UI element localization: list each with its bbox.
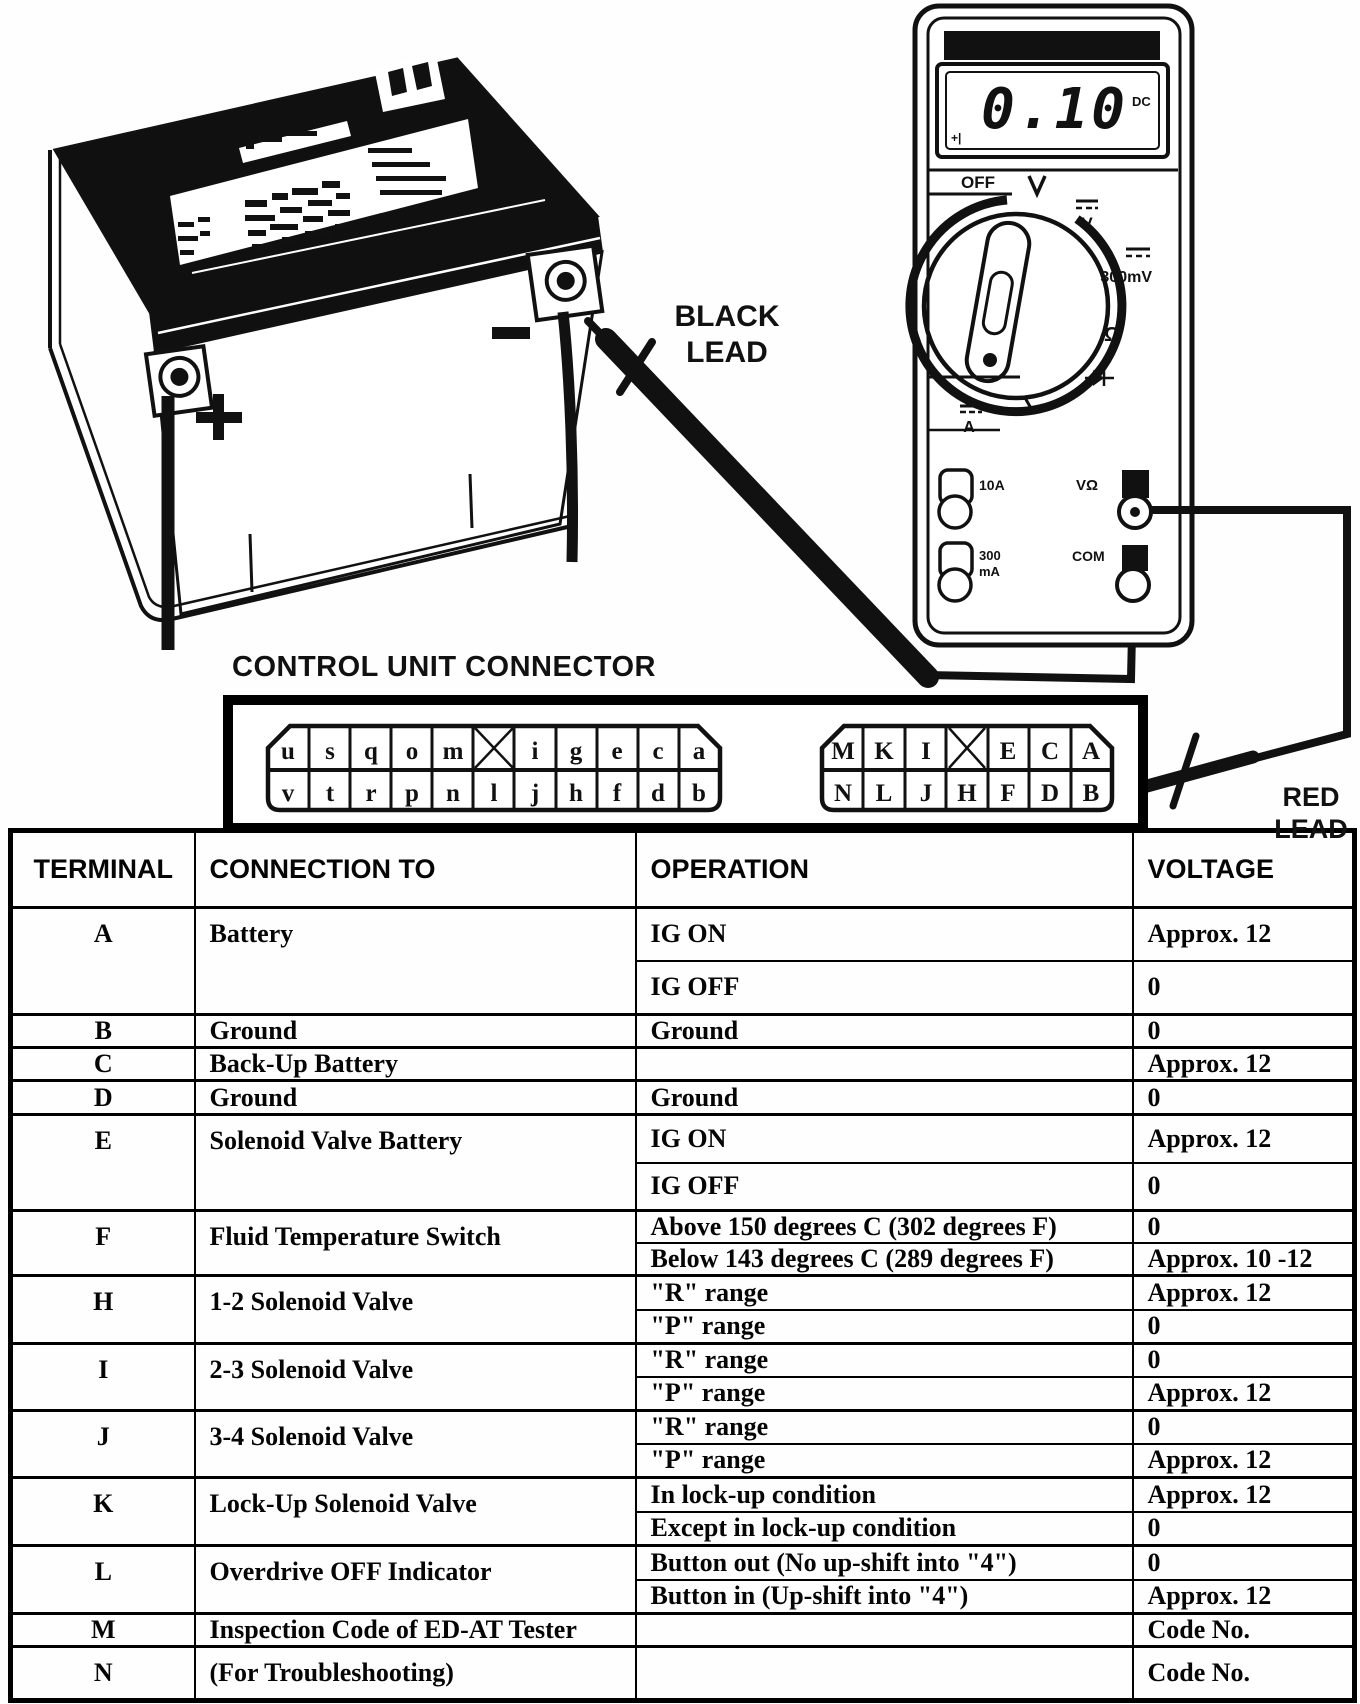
pin-cell: h	[569, 780, 583, 807]
pin-cell: p	[405, 780, 419, 807]
pin-cell: b	[692, 780, 706, 807]
table-row	[11, 1276, 1355, 1310]
pin-cell: r	[365, 780, 377, 807]
operation-cell: Except in lock-up condition	[636, 1512, 1133, 1546]
pin-cell: F	[1000, 780, 1016, 807]
connection-cell: 1-2 Solenoid Valve	[195, 1276, 636, 1344]
jack-300ma-label-line2: mA	[979, 564, 1000, 579]
connection-cell: (For Troubleshooting)	[195, 1647, 636, 1701]
jack-10a-label: 10A	[979, 477, 1005, 493]
terminal-cell: N	[11, 1647, 195, 1701]
lcd-display	[937, 64, 1168, 157]
voltage-cell: Approx. 12	[1133, 908, 1355, 961]
red-lead-label-line1: RED	[1282, 782, 1340, 812]
column-header-voltage: VOLTAGE	[1133, 831, 1355, 908]
connection-cell: Overdrive OFF Indicator	[195, 1546, 636, 1614]
operation-cell: Below 143 degrees C (289 degrees F)	[636, 1243, 1133, 1276]
table-row	[11, 1344, 1355, 1377]
pin-cell: c	[652, 738, 664, 765]
minus-symbol	[492, 327, 530, 339]
terminal-cell: M	[11, 1614, 195, 1647]
column-header-connection: CONNECTION TO	[195, 831, 636, 908]
pin-cell: q	[364, 738, 378, 765]
pin-cell: C	[1040, 738, 1060, 765]
brand-logo: FLUKE	[950, 36, 1025, 59]
terminal-cell: L	[11, 1546, 195, 1614]
pin-cell: g	[569, 738, 583, 765]
connection-cell: Ground	[195, 1081, 636, 1115]
terminal-cell: I	[11, 1344, 195, 1411]
display-unit: DC	[1132, 94, 1151, 109]
table-row	[11, 908, 1355, 961]
voltage-cell: 0	[1133, 1081, 1355, 1115]
connection-cell: Back-Up Battery	[195, 1048, 636, 1081]
operation-cell: IG OFF	[636, 961, 1133, 1015]
operation-cell: Button in (Up-shift into "4")	[636, 1580, 1133, 1614]
operation-cell: IG ON	[636, 1115, 1133, 1163]
connector-diagram	[228, 700, 1143, 828]
jack-300ma	[939, 543, 972, 601]
operation-cell: "P" range	[636, 1310, 1133, 1344]
test-setup-illustration	[0, 0, 1360, 844]
dial-300mv-label: 300mV	[1100, 269, 1152, 286]
operation-cell: Ground	[636, 1015, 1133, 1048]
terminal-cell: E	[11, 1115, 195, 1211]
black-lead-label-line2: LEAD	[686, 336, 768, 369]
jack-300ma-label-line1: 300	[979, 548, 1001, 563]
voltage-cell: Approx. 12	[1133, 1580, 1355, 1614]
voltage-cell: 0	[1133, 1546, 1355, 1580]
pin-cell: o	[405, 738, 419, 765]
table-row	[11, 1647, 1355, 1701]
dial-ohms-label: Ω	[1103, 324, 1121, 346]
voltage-cell: Approx. 10 -12	[1133, 1243, 1355, 1276]
connector-title: CONTROL UNIT CONNECTOR	[232, 651, 656, 683]
voltage-cell: 0	[1133, 1344, 1355, 1377]
connector-left-block	[268, 726, 720, 810]
column-header-terminal: TERMINAL	[11, 831, 195, 908]
column-header-operation: OPERATION	[636, 831, 1133, 908]
wiring-diagram	[0, 0, 1360, 844]
voltage-cell: 0	[1133, 1015, 1355, 1048]
jack-volt-ohm-label: VΩ	[1076, 477, 1099, 494]
pin-cell: D	[1040, 780, 1060, 807]
negative-terminal	[528, 246, 603, 321]
voltage-cell: Approx. 12	[1133, 1276, 1355, 1310]
table-row	[11, 1478, 1355, 1512]
operation-cell: Button out (No up-shift into "4")	[636, 1546, 1133, 1580]
table-row	[11, 1015, 1355, 1048]
operation-cell: "P" range	[636, 1444, 1133, 1478]
pin-cell: d	[651, 780, 665, 807]
terminal-cell: C	[11, 1048, 195, 1081]
terminal-cell: F	[11, 1211, 195, 1276]
table-row	[11, 1081, 1355, 1115]
operation-cell: "R" range	[636, 1411, 1133, 1444]
terminal-cell: D	[11, 1081, 195, 1115]
table-header-row	[11, 831, 1355, 908]
jack-volt-ohm	[1119, 470, 1151, 528]
pin-cell: t	[325, 780, 335, 807]
connection-cell: 3-4 Solenoid Valve	[195, 1411, 636, 1478]
operation-cell: IG ON	[636, 908, 1133, 961]
table-row	[11, 1411, 1355, 1444]
table-row	[11, 1115, 1355, 1163]
pin-cell: E	[999, 738, 1017, 765]
connection-cell: Ground	[195, 1015, 636, 1048]
operation-cell: Ground	[636, 1081, 1133, 1115]
pin-cell: s	[325, 738, 335, 765]
table-row	[11, 1211, 1355, 1244]
connection-cell: Inspection Code of ED-AT Tester	[195, 1614, 636, 1647]
jack-com-label: COM	[1072, 548, 1105, 564]
display-value: 0.10	[981, 77, 1128, 142]
voltage-cell: Approx. 12	[1133, 1444, 1355, 1478]
black-lead-label-line1: BLACK	[674, 300, 780, 333]
connector-right-block	[822, 726, 1112, 810]
connection-cell: Solenoid Valve Battery	[195, 1115, 636, 1211]
voltage-cell: Code No.	[1133, 1647, 1355, 1701]
pin-cell: j	[530, 780, 540, 807]
black-probe	[588, 321, 928, 677]
pin-cell: M	[831, 738, 855, 765]
connection-cell: Fluid Temperature Switch	[195, 1211, 636, 1276]
jack-10a	[939, 470, 972, 528]
voltage-cell: Approx. 12	[1133, 1377, 1355, 1411]
terminal-voltage-table	[8, 828, 1357, 1703]
connection-cell: Lock-Up Solenoid Valve	[195, 1478, 636, 1546]
operation-cell: In lock-up condition	[636, 1478, 1133, 1512]
pin-cell: I	[921, 738, 931, 765]
voltage-cell: 0	[1133, 1512, 1355, 1546]
battery-illustration	[50, 55, 602, 650]
operation-cell	[636, 1048, 1133, 1081]
voltage-cell: 0	[1133, 1163, 1355, 1211]
pin-cell: J	[919, 780, 933, 807]
voltage-cell: 0	[1133, 1310, 1355, 1344]
voltage-cell: Code No.	[1133, 1614, 1355, 1647]
dial-off-label: OFF	[961, 173, 995, 192]
operation-cell: IG OFF	[636, 1163, 1133, 1211]
display-annunciator: +|	[951, 131, 962, 145]
pin-cell: B	[1082, 780, 1100, 807]
operation-cell	[636, 1614, 1133, 1647]
dial-amps-label: A	[963, 419, 975, 436]
positive-terminal	[146, 346, 212, 415]
table-row	[11, 1614, 1355, 1647]
voltage-cell: Approx. 12	[1133, 1478, 1355, 1512]
operation-cell: Above 150 degrees C (302 degrees F)	[636, 1211, 1133, 1244]
pin-cell: L	[875, 780, 893, 807]
connection-cell: Battery	[195, 908, 636, 1015]
pin-cell: K	[874, 738, 894, 765]
dial-volts-label: V	[1081, 214, 1093, 233]
operation-cell: "R" range	[636, 1276, 1133, 1310]
multimeter-illustration	[910, 6, 1192, 645]
pin-cell: A	[1081, 738, 1101, 765]
pin-cell: H	[957, 780, 977, 807]
pin-cell: N	[833, 780, 853, 807]
table-row	[11, 1048, 1355, 1081]
pin-cell: i	[531, 738, 539, 765]
terminal-cell: A	[11, 908, 195, 1015]
voltage-cell: Approx. 12	[1133, 1115, 1355, 1163]
pin-cell: n	[446, 780, 460, 807]
pin-cell: v	[281, 780, 295, 807]
terminal-cell: K	[11, 1478, 195, 1546]
terminal-cell: B	[11, 1015, 195, 1048]
operation-cell	[636, 1647, 1133, 1701]
pin-cell: a	[692, 738, 706, 765]
voltage-cell: 0	[1133, 1211, 1355, 1244]
operation-cell: "P" range	[636, 1377, 1133, 1411]
red-lead-label-line2: LEAD	[1274, 814, 1348, 844]
pin-cell: l	[490, 780, 498, 807]
pin-cell: e	[611, 738, 623, 765]
operation-cell: "R" range	[636, 1344, 1133, 1377]
voltage-cell: 0	[1133, 1411, 1355, 1444]
pin-cell: u	[281, 738, 295, 765]
pin-cell: f	[612, 780, 622, 807]
connection-cell: 2-3 Solenoid Valve	[195, 1344, 636, 1411]
terminal-cell: J	[11, 1411, 195, 1478]
voltage-cell: Approx. 12	[1133, 1048, 1355, 1081]
voltage-cell: 0	[1133, 961, 1355, 1015]
terminal-cell: H	[11, 1276, 195, 1344]
pin-cell: m	[442, 738, 464, 765]
table-row	[11, 1546, 1355, 1580]
